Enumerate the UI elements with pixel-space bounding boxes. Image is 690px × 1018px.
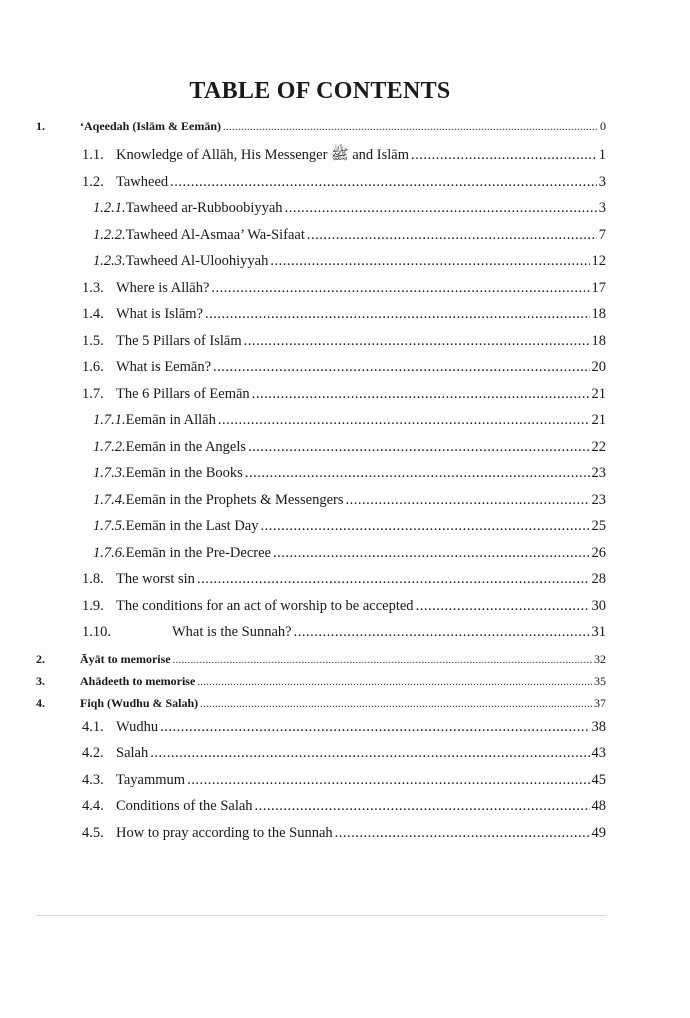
toc-title: Tawheed ar-Rubboobiyyah (125, 200, 283, 216)
toc-entry-1-10 (36, 619, 606, 646)
toc-number: 4.2. (82, 745, 104, 761)
dot-leader (187, 767, 589, 794)
toc-title: Salah (116, 745, 149, 761)
toc-page: 35 (594, 673, 606, 688)
toc-page: 26 (591, 544, 606, 561)
toc-entry-2 (36, 648, 606, 670)
toc-entry-1-7 (36, 381, 606, 408)
dot-leader (285, 195, 597, 222)
toc-title: ‘Aqeedah (Islām & Eemān) (80, 119, 221, 133)
dot-leader (252, 381, 590, 408)
toc-entry-1-7-5 (36, 513, 606, 540)
toc-page: 43 (591, 745, 606, 761)
toc-number: 1.1. (82, 147, 104, 163)
toc-title: Eemān in the Pre-Decree (125, 544, 271, 561)
toc-page: 18 (591, 332, 606, 349)
toc-number: 4.3. (82, 771, 104, 788)
toc-entry-1-7-2 (36, 434, 606, 461)
toc-entry-1-2 (36, 169, 606, 196)
toc-number: 1.7.4. (93, 491, 126, 508)
dot-leader (205, 301, 590, 328)
dot-leader (307, 222, 597, 249)
dot-leader (213, 354, 589, 381)
toc-entry-1-2-1 (36, 195, 606, 222)
dot-leader (244, 328, 590, 355)
toc-page: 32 (594, 651, 606, 666)
page-title: TABLE OF CONTENTS (189, 78, 451, 104)
toc-number: 1.10. (82, 624, 111, 640)
toc-title: What is Eemān? (116, 359, 212, 375)
toc-title: Ahādeeth to memorise (80, 673, 196, 688)
dot-leader (160, 714, 589, 741)
toc-entry-1-9 (36, 593, 606, 620)
toc-number: 1.7. (82, 385, 104, 402)
toc-number: 2. (36, 651, 45, 666)
toc-page: 12 (591, 253, 606, 269)
dot-leader (197, 566, 590, 593)
toc-number: 1.9. (82, 597, 104, 614)
toc-page: 25 (591, 518, 606, 534)
toc-page: 3 (598, 200, 606, 216)
toc-title: The worst sin (116, 571, 195, 587)
toc-title: Fiqh (Wudhu & Salah) (80, 695, 199, 710)
toc-entry-4-2 (36, 740, 606, 767)
toc-page: 31 (591, 624, 606, 640)
toc-number: 1. (36, 119, 45, 133)
toc-entry-4-1 (36, 714, 606, 741)
toc-page: 48 (591, 798, 606, 814)
toc-page: 28 (591, 571, 606, 587)
toc-number: 1.2.2. (93, 226, 126, 243)
toc-page: 20 (591, 359, 606, 375)
toc-page: 21 (591, 385, 606, 402)
toc-title: Tayammum (116, 771, 186, 788)
toc-title: Wudhu (116, 718, 159, 735)
table-of-contents (36, 115, 606, 846)
toc-entry-1-2-3 (36, 248, 606, 275)
toc-number: 4.1. (82, 718, 104, 735)
dot-leader (261, 513, 590, 540)
toc-page: 17 (591, 279, 606, 296)
toc-title: Where is Allāh? (116, 279, 210, 296)
toc-entry-1-1 (36, 142, 606, 169)
dot-leader (411, 142, 597, 169)
toc-entry-1 (36, 115, 606, 137)
toc-title: The conditions for an act of worship to be accepted (116, 597, 414, 614)
toc-page: 3 (598, 173, 606, 190)
toc-number: 1.5. (82, 332, 104, 349)
dot-leader (346, 487, 590, 514)
toc-title: How to pray according to the Sunnah (116, 824, 333, 841)
toc-number: 1.3. (82, 279, 104, 296)
toc-title: Eemān in the Angels (125, 438, 247, 455)
toc-title: The 5 Pillars of Islām (116, 332, 242, 349)
toc-number: 1.7.2. (93, 438, 126, 455)
toc-number: 1.7.1. (93, 412, 126, 428)
toc-number: 4. (36, 695, 45, 710)
dot-leader (416, 593, 590, 620)
toc-entry-1-7-3 (36, 460, 606, 487)
toc-entry-1-2-2 (36, 222, 606, 249)
toc-title: Eemān in the Last Day (125, 518, 259, 534)
toc-page: 18 (591, 306, 606, 322)
toc-page: 38 (591, 718, 606, 735)
toc-title: Tawheed (116, 173, 169, 190)
toc-number: 4.4. (82, 798, 104, 814)
toc-page: 21 (591, 412, 606, 428)
toc-entry-1-6 (36, 354, 606, 381)
dot-leader (170, 169, 597, 196)
toc-number: 1.7.5. (93, 518, 126, 534)
toc-number: 1.2.3. (93, 253, 126, 269)
toc-number: 1.2.1. (93, 200, 126, 216)
dot-leader (245, 460, 590, 487)
dot-leader (150, 740, 589, 767)
toc-number: 1.2. (82, 173, 104, 190)
toc-entry-4-4 (36, 793, 606, 820)
dot-leader (197, 672, 592, 692)
toc-title: Tawheed Al-Asmaa’ Wa-Sifaat (125, 226, 305, 243)
toc-entry-3 (36, 670, 606, 692)
dot-leader (294, 619, 590, 646)
toc-page: 23 (591, 491, 606, 508)
toc-page: 0 (600, 119, 606, 133)
dot-leader (335, 820, 590, 847)
toc-title: What is Islām? (116, 306, 203, 322)
toc-page: 49 (591, 824, 606, 841)
toc-number: 1.7.6. (93, 544, 126, 561)
toc-number: 1.4. (82, 306, 104, 322)
toc-title: What is the Sunnah? (172, 624, 292, 640)
toc-entry-1-7-6 (36, 540, 606, 567)
toc-title: Tawheed Al-Uloohiyyah (125, 253, 269, 269)
toc-title: The 6 Pillars of Eemān (116, 385, 250, 402)
toc-entry-1-3 (36, 275, 606, 302)
dot-leader (270, 248, 589, 275)
toc-number: 4.5. (82, 824, 104, 841)
toc-entry-4-5 (36, 820, 606, 847)
dot-leader (273, 540, 590, 567)
toc-entry-1-8 (36, 566, 606, 593)
toc-entry-1-7-1 (36, 407, 606, 434)
toc-number: 3. (36, 673, 45, 688)
dot-leader (211, 275, 589, 302)
dot-leader (200, 694, 592, 714)
dot-leader (248, 434, 589, 461)
toc-number: 1.8. (82, 571, 104, 587)
toc-page: 1 (598, 147, 606, 163)
toc-page: 23 (591, 465, 606, 481)
toc-page: 7 (598, 226, 606, 243)
toc-title: Āyāt to memorise (80, 651, 171, 666)
toc-number: 1.7.3. (93, 465, 126, 481)
toc-entry-4 (36, 692, 606, 714)
toc-entry-4-3 (36, 767, 606, 794)
dot-leader (223, 117, 598, 137)
toc-title: Eemān in the Books (125, 465, 243, 481)
toc-entry-1-4 (36, 301, 606, 328)
toc-number: 1.6. (82, 359, 104, 375)
toc-title: Eemān in Allāh (125, 412, 216, 428)
toc-entry-1-7-4 (36, 487, 606, 514)
toc-page: 22 (591, 438, 606, 455)
dot-leader (255, 793, 590, 820)
toc-page: 45 (591, 771, 606, 788)
toc-page: 37 (594, 695, 606, 710)
toc-page: 30 (591, 597, 606, 614)
dot-leader (218, 407, 590, 434)
toc-title: Conditions of the Salah (116, 798, 253, 814)
toc-title: Eemān in the Prophets & Messengers (125, 491, 344, 508)
bottom-divider (36, 915, 606, 916)
dot-leader (173, 650, 592, 670)
toc-entry-1-5 (36, 328, 606, 355)
toc-title: Knowledge of Allāh, His Messenger ﷺ and Islām (116, 147, 409, 163)
